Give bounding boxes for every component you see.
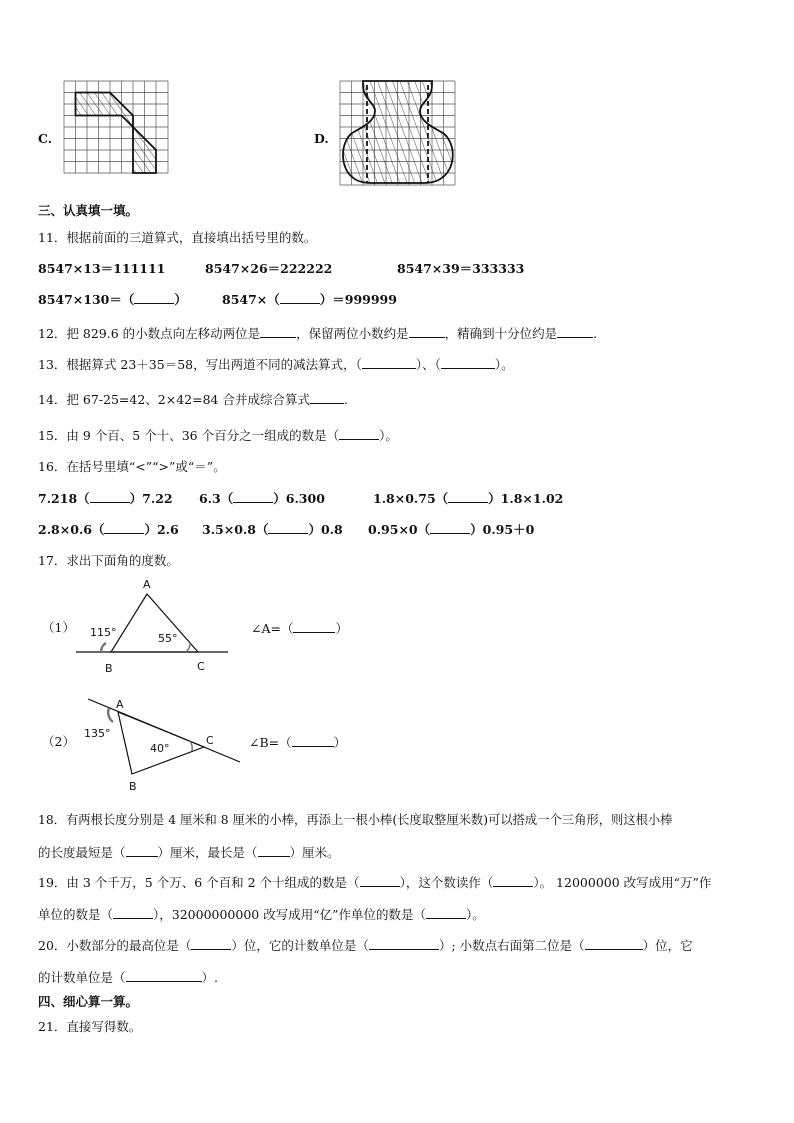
exterior-angle-label: 115°: [90, 626, 117, 639]
answer-blank[interactable]: [113, 906, 153, 919]
answer-blank[interactable]: [557, 325, 593, 338]
q17-triangle-2: [80, 694, 245, 794]
answer-blank[interactable]: [134, 291, 174, 304]
vertex-a-label: A: [116, 698, 124, 711]
answer-blank[interactable]: [258, 844, 290, 857]
figure-d-grid: [340, 81, 455, 185]
exterior-angle-label: 135°: [84, 727, 111, 740]
q17-triangle-1: [76, 578, 236, 678]
q16-item: 1.8×0.75（ ）1.8×1.02: [373, 491, 564, 506]
answer-blank[interactable]: [362, 356, 416, 369]
answer-blank[interactable]: [339, 427, 379, 440]
question-12: 12．把 829.6 的小数点向左移动两位是 ，保留两位小数约是 ，精确到十分位约是 .: [38, 326, 598, 341]
answer-blank[interactable]: [233, 490, 273, 503]
q17-part2-label: （2）: [42, 734, 75, 749]
question-18-line2: 的长度最短是（ ）厘米，最长是（ ）厘米。: [38, 845, 340, 860]
q17-part1-answer: ∠A=（ ）: [251, 621, 348, 636]
answer-blank[interactable]: [90, 490, 130, 503]
angle-c-label: 55°: [158, 632, 178, 645]
question-11: 11．根据前面的三道算式，直接填出括号里的数。: [38, 230, 317, 245]
question-13: 13．根据算式 23＋35＝58，写出两道不同的减法算式，（ ）、（ ）。: [38, 357, 514, 372]
question-14: 14．把 67-25=42、2×42=84 合并成综合算式 .: [38, 392, 348, 407]
question-15: 15．由 9 个百、5 个十、36 个百分之一组成的数是（ ）。: [38, 428, 398, 443]
vertex-b-label: B: [105, 662, 113, 675]
vertex-a-label: A: [143, 578, 151, 591]
q17-part2-answer: ∠B=（ ）: [249, 735, 347, 750]
answer-blank[interactable]: [409, 325, 445, 338]
option-d-label: D.: [314, 131, 329, 146]
question-20-line1: 20．小数部分的最高位是（ ）位，它的计数单位是（ ）; 小数点右面第二位是（ ）位，它: [38, 938, 693, 953]
answer-blank[interactable]: [310, 391, 344, 404]
answer-blank[interactable]: [441, 356, 495, 369]
answer-blank[interactable]: [280, 291, 320, 304]
answer-blank[interactable]: [126, 844, 158, 857]
vertex-b-label: B: [129, 780, 137, 793]
option-c-label: C.: [38, 131, 53, 146]
answer-blank[interactable]: [493, 874, 533, 887]
answer-blank[interactable]: [448, 490, 488, 503]
question-20-line2: 的计数单位是（ ）.: [38, 970, 218, 985]
section-3-title: 三、认真填一填。: [38, 203, 139, 218]
question-17: 17．求出下面角的度数。: [38, 553, 179, 568]
q16-item: 3.5×0.8（ ）0.8: [202, 522, 343, 537]
answer-blank[interactable]: [426, 906, 466, 919]
answer-blank[interactable]: [360, 874, 400, 887]
section-4-title: 四、细心算一算。: [38, 994, 139, 1009]
question-21: 21．直接写得数。: [38, 1019, 142, 1034]
q16-item: 2.8×0.6（ ）2.6: [38, 522, 179, 537]
answer-blank[interactable]: [585, 937, 643, 950]
q11-eq2: 8547×26＝222222: [205, 261, 333, 276]
question-19-line2: 单位的数是（ ），32000000000 改写成用“亿”作单位的数是（ ）。: [38, 907, 485, 922]
q11-eq5: 8547×（ ）＝999999: [222, 292, 397, 307]
answer-blank[interactable]: [369, 937, 439, 950]
question-19-line1: 19．由 3 个千万，5 个万、6 个百和 2 个十组成的数是（ ），这个数读作（ ）。 12000000 改写成用“万”作: [38, 875, 712, 890]
answer-blank[interactable]: [126, 969, 202, 982]
answer-blank[interactable]: [260, 325, 296, 338]
answer-blank[interactable]: [104, 521, 144, 534]
answer-blank[interactable]: [430, 521, 470, 534]
q11-eq1: 8547×13＝111111: [38, 261, 166, 276]
angle-c-label: 40°: [150, 742, 170, 755]
q11-eq3: 8547×39＝333333: [397, 261, 525, 276]
q16-item: 7.218（ ）7.22: [38, 491, 173, 506]
answer-blank[interactable]: [268, 521, 308, 534]
vertex-c-label: C: [197, 660, 205, 673]
q16-item: 0.95×0（ ）0.95＋0: [368, 522, 535, 537]
question-18-line1: 18．有两根长度分别是 4 厘米和 8 厘米的小棒，再添上一根小棒(长度取整厘米数)可以搭成一个三角形，则这根小棒: [38, 813, 673, 827]
answer-blank[interactable]: [292, 734, 334, 747]
figure-c-grid: [64, 81, 168, 173]
vertex-c-label: C: [206, 734, 214, 747]
q17-part1-label: （1）: [42, 620, 75, 635]
q11-eq4: 8547×130＝（ ）: [38, 292, 187, 307]
q16-item: 6.3（ ）6.300: [199, 491, 325, 506]
question-16: 16．在括号里填“<”“>”或“＝”。: [38, 459, 226, 474]
answer-blank[interactable]: [293, 620, 335, 633]
answer-blank[interactable]: [191, 937, 231, 950]
